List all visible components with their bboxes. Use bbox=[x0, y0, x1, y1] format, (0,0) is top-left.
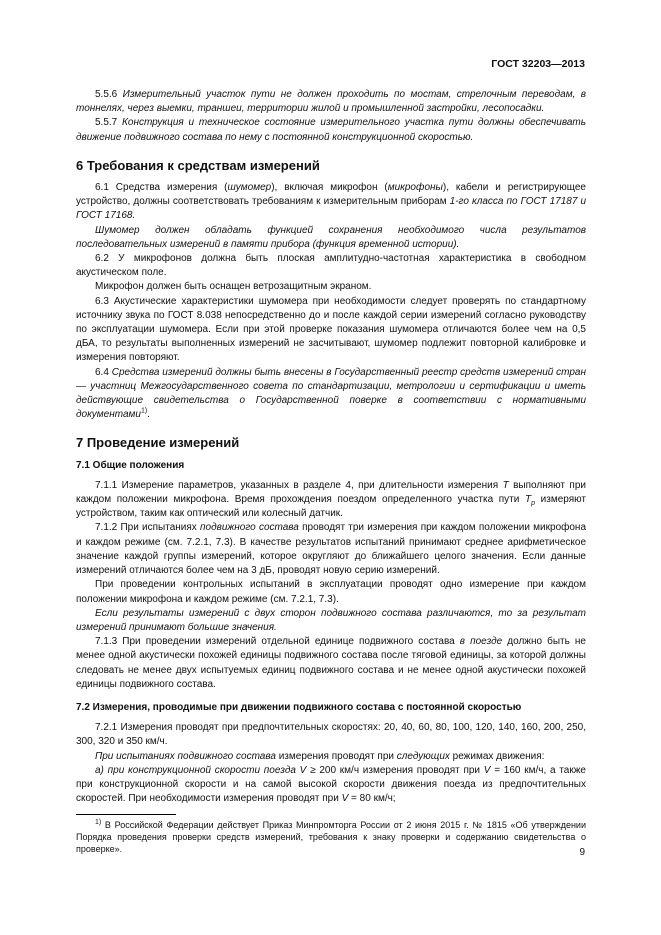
paragraph-5-5-7: 5.5.7 Конструкция и техническое состояние измерительного участка пути должны обеспечивать движение подвижного состава по нему с постоянной конструкционной скоростью. bbox=[76, 117, 586, 143]
section-6-heading: 6 Требования к средствам измерений bbox=[76, 157, 320, 173]
footnote-ref: 1) bbox=[140, 407, 148, 415]
paragraph-5-5-6: 5.5.6 Измерительный участок пути не должен проходить по мостам, стрелочным переводам, в тоннелях, через выемки, траншеи, территории жилой и промышленной застройки, лесопосадки. bbox=[76, 89, 586, 115]
paragraph-6-1-note: Шумомер должен обладать функцией сохранения необходимого числа результатов последовательных измерений в памяти прибора (функция временной истории). bbox=[76, 224, 586, 250]
paragraph-7-1-2-b: При проведении контрольных испытаний в эксплуатации проводят одно измерение при каждом положении микрофона и каждом режиме (см. 7.2.1, 7.3). bbox=[76, 579, 586, 605]
page-number: 9 bbox=[579, 847, 585, 858]
subsection-7-1-heading: 7.1 Общие положения bbox=[76, 459, 185, 471]
paragraph-7-2-1-b: При испытаниях подвижного состава измерения проводят при следующих режимах движения: bbox=[95, 750, 545, 762]
section-7-heading: 7 Проведение измерений bbox=[76, 435, 240, 451]
page-body bbox=[76, 88, 586, 855]
paragraph-7-1-3: 7.1.3 При проведении измерений отдельной единице подвижного состава в поезде должно быть не менее одной акустически похожей единицы подвижного состава после тяговой единицы, за которой должны следовать не менее двух испытуемых единиц подвижного состава и не менее одной акустически похожей единицы подвижного состава. bbox=[76, 636, 586, 690]
footnote-marker: 1) bbox=[95, 819, 102, 827]
paragraph-6-3: 6.3 Акустические характеристики шумомера при необходимости следует проверять по стандартному источнику звука по ГОСТ 8.038 непосредственно до и после каждой серии измерений согласно руководству по эксплуатации шумомера. Если при этой проверке показания шумомера отличаются более чем на 0,5 дБА, то результаты выполненных измерений не засчитывают, шумомер подлежит повторной калибровке и измерения повторяют. bbox=[76, 295, 586, 364]
paragraph-6-4: 6.4 Средства измерений должны быть внесены в Государственный реестр средств измерений стран — участниц Межгосударственного совета по стандартизации, метрологии и сертификации и иметь действующие свидетельства о Государственной поверке в соответствии с нормативными документами$^{1)}$. bbox=[76, 366, 586, 421]
paragraph-7-2-1: 7.2.1 Измерения проводят при предпочтительных скоростях: 20, 40, 60, 80, 100, 120, 140, 160, 200, 250, 300, 320 и 350 км/ч. bbox=[76, 722, 586, 748]
paragraph-7-1-2-c: Если результаты измерений с двух сторон подвижного состава различаются, то за результат измерений принимают большие значения. bbox=[76, 607, 586, 633]
paragraph-7-1-2: 7.1.2 При испытаниях подвижного состава проводят три измерения при каждом положении микрофона и каждом режиме (см. 7.2.1, 7.3). В качестве результатов испытаний принимают среднее арифметическое значение каждой группы измерений, которое округляют до ближайшего целого значения. Если данные измерений отличаются более чем на 3 дБ, проводят новую серию измерений. bbox=[76, 522, 587, 577]
footnote-divider bbox=[76, 814, 176, 815]
footnote: $^{1)}$ В Российской Федерации действует Приказ Минпромторга России от 2 июня 2015 г. № 1815 «Об утверждении Порядка проведения проверки средств измерений, требования к знаку проверки и содержанию свидетельства о проверке». bbox=[76, 819, 586, 855]
paragraph-6-1: 6.1 Средства измерения (шумомер), включая микрофон (микрофоны), кабели и регистрирующее устройство, должны соответствовать требованиям к измерительным приборам 1-го класса по ГОСТ 17187 и ГОСТ 17168. bbox=[76, 182, 587, 222]
paragraph-6-2-b: Микрофон должен быть оснащен ветрозащитным экраном. bbox=[95, 281, 372, 293]
paragraph-7-2-1-a: а) при конструкционной скорости поезда V ≥ 200 км/ч измерения проводят при V = 160 км/ч, а также при конструкционной скорости и на самой высокой скорости движения поезда из предпочтительных скоростей. При необходимости измерения проводят при V = 80 км/ч; bbox=[76, 764, 586, 805]
subsection-7-2-heading: 7.2 Измерения, проводимые при движении подвижного состава с постоянной скоростью bbox=[76, 701, 522, 713]
paragraph-6-2: 6.2 У микрофонов должна быть плоская амплитудно-частотная характеристика в свободном акустическом поле. bbox=[76, 253, 586, 279]
document-header: ГОСТ 32203—2013 bbox=[491, 58, 585, 70]
paragraph-7-1-1: 7.1.1 Измерение параметров, указанных в разделе 4, при длительности измерения T выполняют при каждом положении микрофона. Время прохождения поездом определенного участка пути $T_p$ измеряют устройством, таким как оптический или колесный датчик. bbox=[76, 479, 586, 520]
